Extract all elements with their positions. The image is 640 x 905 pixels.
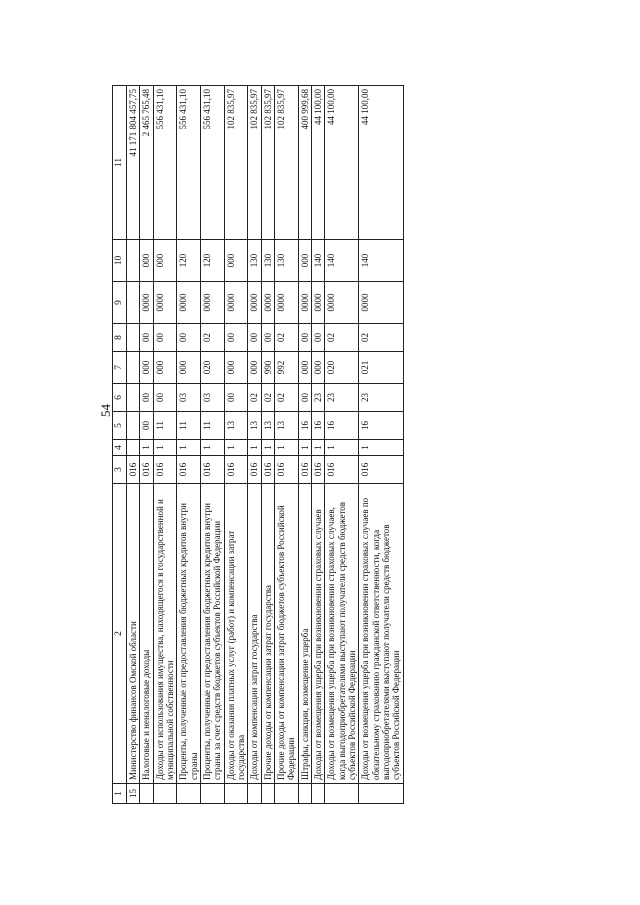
subarticle-code-cell: 000 [224, 352, 248, 384]
table-row [200, 86, 224, 804]
page-number: 54 [98, 404, 113, 417]
amount-cell: 2 465 765,48 [140, 86, 153, 240]
group-code-cell: 1 [200, 440, 224, 456]
article-code-cell: 02 [248, 384, 261, 412]
amount-cell: 41 171 804 457,75 [126, 86, 139, 240]
admin-code-cell: 016 [248, 456, 261, 484]
element-code-cell: 00 [177, 324, 201, 352]
element-code-cell: 00 [224, 324, 248, 352]
column-header: 1 [113, 784, 127, 804]
subgroup-code-cell: 13 [261, 412, 274, 440]
row-number-cell [312, 784, 325, 804]
column-header: 10 [113, 240, 127, 282]
row-number-cell [140, 784, 153, 804]
subarticle-code-cell: 020 [325, 352, 359, 384]
classification-code-cell: 120 [177, 240, 201, 282]
article-code-cell: 23 [325, 384, 359, 412]
classification-code-cell: 000 [224, 240, 248, 282]
amount-cell: 102 835,97 [261, 86, 274, 240]
revenue-name-cell: Доходы от оказания платных услуг (работ) и компенсации затрат государства [224, 484, 248, 784]
subgroup-code-cell: 16 [325, 412, 359, 440]
table-header-row [113, 86, 127, 804]
document-page [90, 42, 545, 832]
program-code-cell: 0000 [275, 282, 299, 324]
amount-cell: 44 100,00 [312, 86, 325, 240]
revenue-name-cell: Налоговые и неналоговые доходы [140, 484, 153, 784]
revenue-name-cell: Проценты, полученные от предоставления бюджетных кредитов внутри страны [177, 484, 201, 784]
amount-cell: 102 835,97 [224, 86, 248, 240]
classification-code-cell: 140 [359, 240, 403, 282]
classification-code-cell [126, 240, 139, 282]
row-number-cell [261, 784, 274, 804]
group-code-cell: 1 [312, 440, 325, 456]
row-number-cell [200, 784, 224, 804]
group-code-cell: 1 [153, 440, 177, 456]
group-code-cell: 1 [298, 440, 311, 456]
table-row [140, 86, 153, 804]
element-code-cell: 00 [312, 324, 325, 352]
subarticle-code-cell: 000 [248, 352, 261, 384]
classification-code-cell: 130 [275, 240, 299, 282]
classification-code-cell: 140 [312, 240, 325, 282]
element-code-cell: 02 [275, 324, 299, 352]
table-row [224, 86, 248, 804]
article-code-cell: 03 [177, 384, 201, 412]
amount-cell: 556 431,10 [200, 86, 224, 240]
program-code-cell: 0000 [248, 282, 261, 324]
classification-code-cell: 000 [153, 240, 177, 282]
amount-cell: 44 100,00 [359, 86, 403, 240]
table-row [261, 86, 274, 804]
classification-code-cell: 130 [248, 240, 261, 282]
row-number-cell [248, 784, 261, 804]
admin-code-cell: 016 [261, 456, 274, 484]
admin-code-cell: 016 [140, 456, 153, 484]
subgroup-code-cell: 13 [224, 412, 248, 440]
classification-code-cell: 140 [325, 240, 359, 282]
subarticle-code-cell: 000 [298, 352, 311, 384]
table-row [248, 86, 261, 804]
row-number-cell [275, 784, 299, 804]
subarticle-code-cell [126, 352, 139, 384]
program-code-cell: 0000 [153, 282, 177, 324]
revenue-name-cell: Доходы от использования имущества, находящегося в государственной и муниципальной собственности [153, 484, 177, 784]
group-code-cell: 1 [140, 440, 153, 456]
group-code-cell: 1 [224, 440, 248, 456]
revenue-name-cell: Министерство финансов Омской области [126, 484, 139, 784]
group-code-cell: 1 [359, 440, 403, 456]
table-row [126, 86, 139, 804]
subgroup-code-cell: 11 [200, 412, 224, 440]
article-code-cell: 00 [298, 384, 311, 412]
subgroup-code-cell: 00 [140, 412, 153, 440]
table-row [359, 86, 403, 804]
admin-code-cell: 016 [275, 456, 299, 484]
subgroup-code-cell: 16 [312, 412, 325, 440]
article-code-cell [126, 384, 139, 412]
amount-cell: 102 835,97 [248, 86, 261, 240]
element-code-cell: 02 [200, 324, 224, 352]
admin-code-cell: 016 [153, 456, 177, 484]
admin-code-cell: 016 [126, 456, 139, 484]
subarticle-code-cell: 992 [275, 352, 299, 384]
article-code-cell: 02 [275, 384, 299, 412]
table-row [177, 86, 201, 804]
subgroup-code-cell: 13 [275, 412, 299, 440]
subarticle-code-cell: 000 [312, 352, 325, 384]
article-code-cell: 00 [224, 384, 248, 412]
column-header: 3 [113, 456, 127, 484]
program-code-cell [126, 282, 139, 324]
program-code-cell: 0000 [298, 282, 311, 324]
classification-code-cell: 120 [200, 240, 224, 282]
table-row [312, 86, 325, 804]
column-header: 5 [113, 412, 127, 440]
subarticle-code-cell: 000 [177, 352, 201, 384]
revenue-name-cell: Доходы от возмещения ущерба при возникновении страховых случаев, когда выгодоприобретателями выступают получатели средств бюджетов субъектов Российской Федерации [325, 484, 359, 784]
classification-code-cell: 000 [298, 240, 311, 282]
revenue-name-cell: Доходы от возмещения ущерба при возникновении страховых случаев по обязательному страхованию гражданской ответственности, когда выгодоприобретателями выступают получатели средств бюджетов субъектов Российской Федерации [359, 484, 403, 784]
element-code-cell: 02 [359, 324, 403, 352]
element-code-cell [126, 324, 139, 352]
row-number-cell [359, 784, 403, 804]
group-code-cell [126, 440, 139, 456]
table-row [153, 86, 177, 804]
element-code-cell: 00 [261, 324, 274, 352]
program-code-cell: 0000 [140, 282, 153, 324]
revenue-name-cell: Прочие доходы от компенсации затрат государства [261, 484, 274, 784]
subarticle-code-cell: 020 [200, 352, 224, 384]
group-code-cell: 1 [325, 440, 359, 456]
element-code-cell: 02 [325, 324, 359, 352]
admin-code-cell: 016 [200, 456, 224, 484]
program-code-cell: 0000 [325, 282, 359, 324]
admin-code-cell: 016 [312, 456, 325, 484]
revenue-name-cell: Проценты, полученные от предоставления бюджетных кредитов внутри страны за счет средств бюджетов субъектов Российской Федерации [200, 484, 224, 784]
classification-code-cell: 000 [140, 240, 153, 282]
row-number-cell [224, 784, 248, 804]
article-code-cell: 00 [153, 384, 177, 412]
article-code-cell: 23 [359, 384, 403, 412]
column-header: 9 [113, 282, 127, 324]
admin-code-cell: 016 [177, 456, 201, 484]
admin-code-cell: 016 [224, 456, 248, 484]
admin-code-cell: 016 [298, 456, 311, 484]
revenue-name-cell: Доходы от возмещения ущерба при возникновении страховых случаев [312, 484, 325, 784]
group-code-cell: 1 [275, 440, 299, 456]
group-code-cell: 1 [261, 440, 274, 456]
column-header: 7 [113, 352, 127, 384]
group-code-cell: 1 [248, 440, 261, 456]
column-header: 8 [113, 324, 127, 352]
revenue-name-cell: Штрафы, санкции, возмещение ущерба [298, 484, 311, 784]
subgroup-code-cell: 16 [298, 412, 311, 440]
amount-cell: 102 835,97 [275, 86, 299, 240]
revenue-name-cell: Прочие доходы от компенсации затрат бюджетов субъектов Российской Федерации [275, 484, 299, 784]
row-number-cell [298, 784, 311, 804]
amount-cell: 556 431,10 [153, 86, 177, 240]
revenue-name-cell: Доходы от компенсации затрат государства [248, 484, 261, 784]
article-code-cell: 23 [312, 384, 325, 412]
element-code-cell: 00 [298, 324, 311, 352]
subgroup-code-cell: 11 [153, 412, 177, 440]
program-code-cell: 0000 [359, 282, 403, 324]
amount-cell: 556 431,10 [177, 86, 201, 240]
admin-code-cell: 016 [325, 456, 359, 484]
program-code-cell: 0000 [177, 282, 201, 324]
admin-code-cell: 016 [359, 456, 403, 484]
column-header: 2 [113, 484, 127, 784]
subarticle-code-cell: 021 [359, 352, 403, 384]
row-number-cell [325, 784, 359, 804]
amount-cell: 44 100,00 [325, 86, 359, 240]
element-code-cell: 00 [248, 324, 261, 352]
row-number-cell [177, 784, 201, 804]
program-code-cell: 0000 [224, 282, 248, 324]
column-header: 6 [113, 384, 127, 412]
row-number-cell [153, 784, 177, 804]
element-code-cell: 00 [153, 324, 177, 352]
subgroup-code-cell [126, 412, 139, 440]
program-code-cell: 0000 [261, 282, 274, 324]
revenue-table [112, 85, 404, 804]
subarticle-code-cell: 990 [261, 352, 274, 384]
row-number-cell: 15 [126, 784, 139, 804]
program-code-cell: 0000 [312, 282, 325, 324]
classification-code-cell: 130 [261, 240, 274, 282]
subgroup-code-cell: 13 [248, 412, 261, 440]
subarticle-code-cell: 000 [140, 352, 153, 384]
subgroup-code-cell: 16 [359, 412, 403, 440]
article-code-cell: 02 [261, 384, 274, 412]
table-row [275, 86, 299, 804]
article-code-cell: 03 [200, 384, 224, 412]
subgroup-code-cell: 11 [177, 412, 201, 440]
subarticle-code-cell: 000 [153, 352, 177, 384]
table-row [325, 86, 359, 804]
column-header: 4 [113, 440, 127, 456]
amount-cell: 400 999,68 [298, 86, 311, 240]
column-header: 11 [113, 86, 127, 240]
program-code-cell: 0000 [200, 282, 224, 324]
element-code-cell: 00 [140, 324, 153, 352]
article-code-cell: 00 [140, 384, 153, 412]
group-code-cell: 1 [177, 440, 201, 456]
table-row [298, 86, 311, 804]
